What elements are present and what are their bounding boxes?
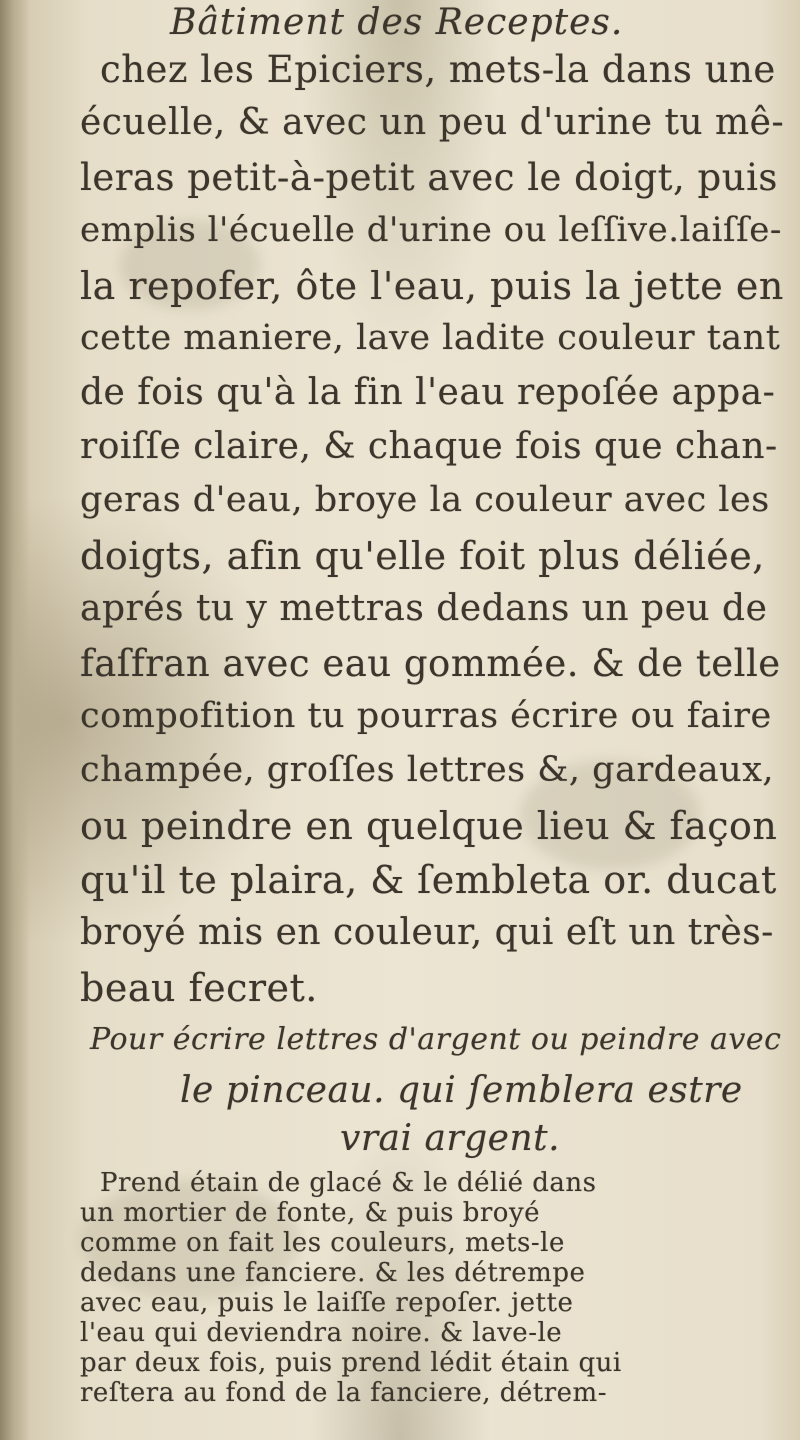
text-line: ou peindre en quelque lieu & façon bbox=[80, 804, 778, 848]
text-line: broyé mis en couleur, qui eſt un très- bbox=[80, 912, 774, 953]
page-gutter-shadow bbox=[0, 0, 30, 1440]
text-line: chez les Epiciers, mets-la dans une bbox=[100, 48, 776, 91]
text-line: champée, groſſes lettres &, gardeaux, bbox=[80, 750, 775, 790]
text-line: geras d'eau, broye la couleur avec les bbox=[80, 480, 770, 520]
text-line: de fois qu'à la fin l'eau repoſée appa- bbox=[80, 372, 776, 413]
text-line: roiſſe claire, & chaque fois que chan- bbox=[80, 426, 778, 467]
section-title: le pinceau. qui ſemblera estre bbox=[180, 1070, 743, 1111]
text-line: dedans une fanciere. & les détrempe bbox=[80, 1258, 586, 1288]
text-line: leras petit-à-petit avec le doigt, puis bbox=[80, 156, 778, 199]
text-line: faſfran avec eau gommée. & de telle bbox=[80, 642, 781, 685]
book-page bbox=[70, 0, 790, 1440]
text-line: cette maniere, lave ladite couleur tant bbox=[80, 318, 781, 358]
text-line: Prend étain de glacé & le délié dans bbox=[100, 1168, 597, 1198]
running-heading: Bâtiment des Receptes. bbox=[170, 2, 624, 43]
text-line: reſtera au fond de la fanciere, détrem- bbox=[80, 1378, 607, 1408]
section-title: vrai argent. bbox=[340, 1118, 561, 1159]
text-line: emplis l'écuelle d'urine ou leſſive.laiſſe- bbox=[80, 210, 782, 250]
text-line: doigts, afin qu'elle foit plus déliée, bbox=[80, 534, 765, 578]
text-line: un mortier de fonte, & puis broyé bbox=[80, 1198, 541, 1228]
text-line: l'eau qui deviendra noire. & lave-le bbox=[80, 1318, 563, 1348]
text-line: comme on fait les couleurs, mets-le bbox=[80, 1228, 565, 1258]
text-line: écuelle, & avec un peu d'urine tu mê- bbox=[80, 102, 785, 143]
text-line: la repofer, ôte l'eau, puis la jette en bbox=[80, 264, 784, 308]
text-line: aprés tu y mettras dedans un peu de bbox=[80, 588, 768, 629]
text-line: avec eau, puis le laiſſe repoſer. jette bbox=[80, 1288, 574, 1318]
text-line: par deux fois, puis prend lédit étain qui bbox=[80, 1348, 622, 1378]
text-line: beau fecret. bbox=[80, 966, 318, 1010]
text-line: compofition tu pourras écrire ou faire bbox=[80, 696, 772, 736]
text-line: qu'il te plaira, & ſembleta or. ducat bbox=[80, 858, 777, 902]
section-title: Pour écrire lettres d'argent ou peindre avec bbox=[90, 1022, 782, 1057]
